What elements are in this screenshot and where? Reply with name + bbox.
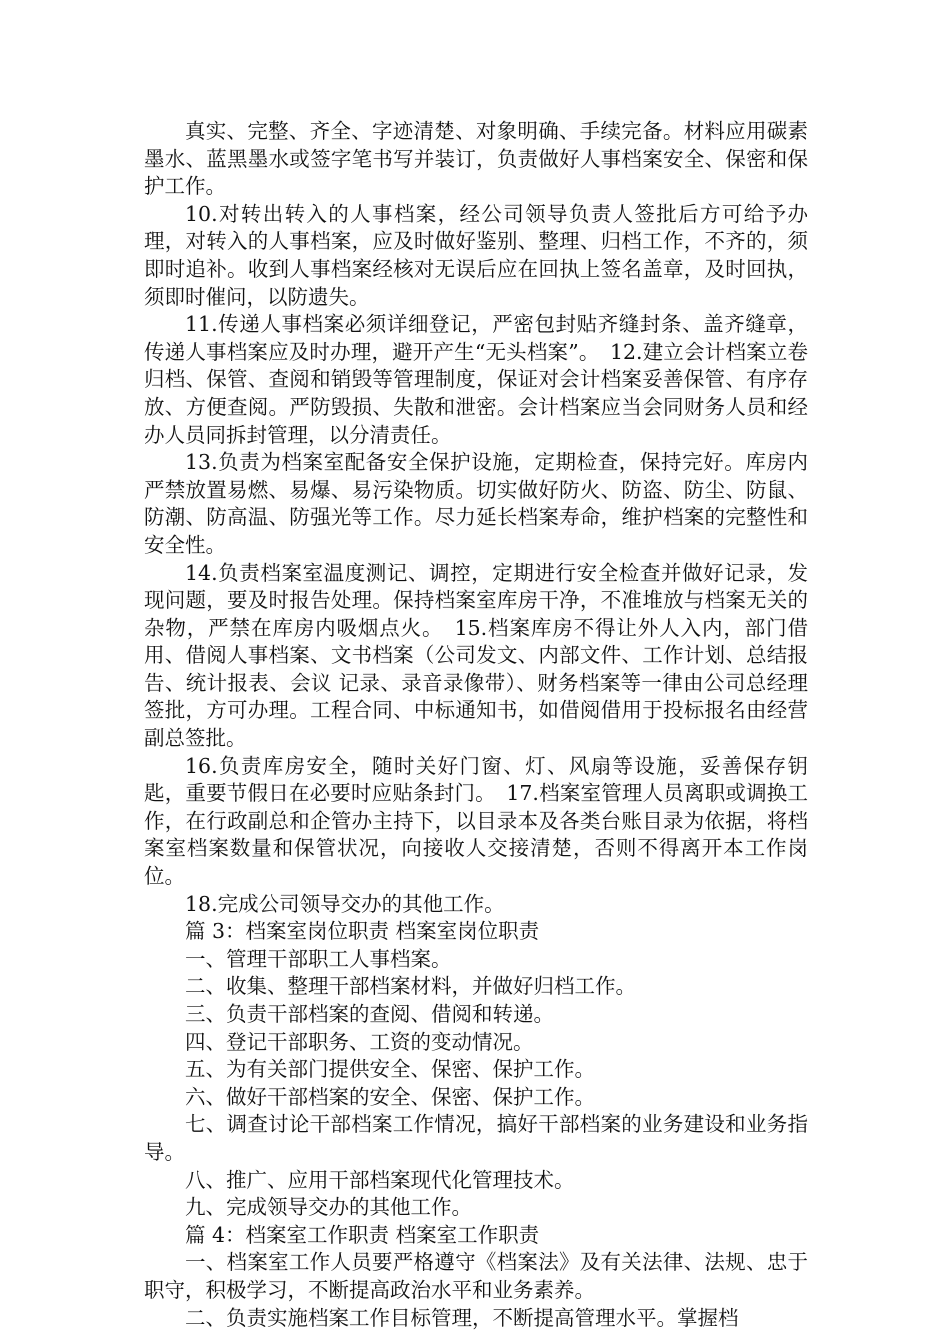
- paragraph-5: 14.负责档案室温度测记、调控，定期进行安全检查并做好记录，发现问题，要及时报告处理。保持档案室库房干净，不准堆放与档案无关的杂物，严禁在库房内吸烟点火。 15.档案库房不得让外人入内，部门借用、借阅人事档案、文书档案（公司发文、内部文件、工作计划、总结报告、统计报表、会议 记录、录音录像带）、财务档案等一律由公司总经理签批，方可办理。工程合同、中标通知书，如借阅借用于投标报名由经营副总签批。: [144, 560, 808, 751]
- paragraph-9: 一、管理干部职工人事档案。: [185, 946, 452, 971]
- paragraph-6: 16.负责库房安全，随时关好门窗、灯、风扇等设施，妥善保存钥匙，重要节假日在必要时应贴条封门。 17.档案室管理人员离职或调换工作，在行政副总和企管办主持下，以目录本及各类台账目录为依据，将档案室档案数量和保管状况，向接收人交接清楚，否则不得离开本工作岗位。: [144, 753, 808, 889]
- paragraph-13: 五、为有关部门提供安全、保密、保护工作。: [185, 1057, 595, 1082]
- paragraph-19: 一、档案室工作人员要严格遵守《档案法》及有关法律、法规、忠于职守，积极学习，不断提高政治水平和业务素养。: [144, 1250, 808, 1302]
- paragraph-2: 10.对转出转入的人事档案，经公司领导负责人签批后方可给予办理，对转入的人事档案，应及时做好鉴别、整理、归档工作，不齐的，须即时追补。收到人事档案经核对无误后应在回执上签名盖章，及时回执，须即时催问，以防遗失。: [144, 201, 808, 309]
- paragraph-10: 二、收集、整理干部档案材料，并做好归档工作。: [185, 974, 636, 999]
- paragraph-16: 八、推广、应用干部档案现代化管理技术。: [185, 1167, 575, 1192]
- paragraph-1: 真实、完整、齐全、字迹清楚、对象明确、手续完备。材料应用碳素墨水、蓝黑墨水或签字笔书写并装订，负责做好人事档案安全、保密和保护工作。: [144, 119, 808, 199]
- paragraph-17: 九、完成领导交办的其他工作。: [185, 1195, 472, 1220]
- paragraph-15: 七、调查讨论干部档案工作情况，搞好干部档案的业务建设和业务指导。: [144, 1112, 808, 1164]
- section-heading-3: 篇 3：档案室岗位职责 档案室岗位职责: [185, 919, 540, 944]
- paragraph-12: 四、登记干部职务、工资的变动情况。: [185, 1029, 534, 1054]
- paragraph-7: 18.完成公司领导交办的其他工作。: [185, 891, 505, 916]
- paragraph-20: 二、负责实施档案工作目标管理，不断提高管理水平。掌握档: [185, 1305, 739, 1330]
- paragraph-3: 11.传递人事档案必须详细登记，严密包封贴齐缝封条、盖齐缝章，传递人事档案应及时办理，避开产生“无头档案”。 12.建立会计档案立卷归档、保管、查阅和销毁等管理制度，保证对会计档案妥善保管、有序存放、方便查阅。严防毁损、失散和泄密。会计档案应当会同财务人员和经办人员同拆封管理，以分清责任。: [144, 312, 808, 447]
- section-heading-4: 篇 4：档案室工作职责 档案室工作职责: [185, 1222, 540, 1247]
- paragraph-11: 三、负责干部档案的查阅、借阅和转递。: [185, 1002, 554, 1026]
- paragraph-14: 六、做好干部档案的安全、保密、保护工作。: [185, 1084, 595, 1109]
- paragraph-4: 13.负责为档案室配备安全保护设施，定期检查，保持完好。库房内严禁放置易燃、易爆、易污染物质。切实做好防火、防盗、防尘、防鼠、防潮、防高温、防强光等工作。尽力延长档案寿命，维护档案的完整性和安全性。: [144, 450, 808, 557]
- document-body: [144, 118, 808, 1332]
